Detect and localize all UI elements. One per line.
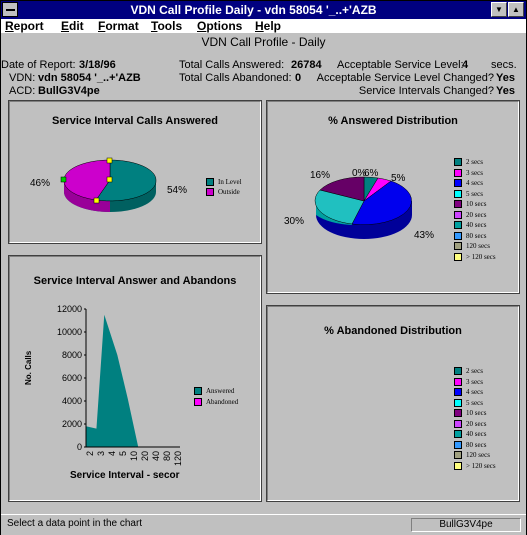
- menu-format[interactable]: Format: [98, 19, 139, 33]
- acd-label: ACD:: [9, 85, 36, 97]
- chart-title: % Abandoned Distribution: [324, 325, 462, 337]
- legend-item[interactable]: 20 secs: [454, 420, 486, 428]
- legend-item[interactable]: 80 secs: [454, 441, 486, 449]
- legend-item[interactable]: 40 secs: [454, 221, 486, 229]
- legend-in-level[interactable]: In Level: [206, 178, 242, 186]
- asl-label: Acceptable Service Level:: [337, 59, 464, 71]
- data-label-3-secs: 5%: [391, 173, 406, 184]
- total-abandoned-label: Total Calls Abandoned:: [179, 72, 292, 84]
- status-acd: BullG3V4pe: [411, 518, 521, 532]
- maximize-button[interactable]: ▲: [508, 2, 524, 17]
- data-label-4-secs: 43%: [414, 230, 435, 241]
- answered-distribution-panel[interactable]: [267, 101, 519, 293]
- asl-value: 4: [462, 59, 469, 71]
- date-label: Date of Report:: [1, 59, 76, 71]
- chart-title: Service Interval Calls Answered: [52, 115, 218, 127]
- x-tick-label: 20: [140, 451, 150, 462]
- acd-value: BullG3V4pe: [38, 85, 100, 97]
- window-title: VDN Call Profile Daily - vdn 58054 '_..+'AZB: [130, 3, 377, 17]
- legend-item[interactable]: 20 secs: [454, 211, 486, 219]
- selection-handle[interactable]: [107, 177, 112, 182]
- calls-answered-pie[interactable]: [10, 102, 262, 244]
- y-tick-label: 12000: [56, 304, 82, 314]
- data-label-5-secs: 30%: [284, 216, 305, 227]
- legend-item[interactable]: 40 secs: [454, 430, 486, 438]
- chart-title: Service Interval Answer and Abandons: [33, 275, 237, 287]
- x-tick-label: 80: [162, 451, 172, 462]
- asl-unit: secs.: [491, 59, 517, 71]
- system-menu-icon[interactable]: [2, 2, 18, 17]
- asl-changed-value: Yes: [496, 72, 515, 84]
- y-tick-label: 4000: [61, 396, 82, 406]
- abandoned-distribution-panel[interactable]: [267, 306, 519, 501]
- legend-item[interactable]: 4 secs: [454, 388, 483, 396]
- minimize-button[interactable]: ▼: [491, 2, 507, 17]
- legend-item[interactable]: > 120 secs: [454, 462, 496, 470]
- total-answered-value: 26784: [291, 59, 322, 71]
- legend-item[interactable]: 2 secs: [454, 367, 483, 375]
- x-tick-label: 2: [85, 451, 95, 457]
- legend-item[interactable]: 3 secs: [454, 169, 483, 177]
- status-message: Select a data point in the chart: [7, 518, 143, 529]
- title-bar[interactable]: [1, 1, 526, 19]
- selection-handle[interactable]: [107, 158, 112, 163]
- asl-changed-label: Acceptable Service Level Changed?: [316, 72, 494, 84]
- legend-item[interactable]: 5 secs: [454, 190, 483, 198]
- x-tick-label: 40: [151, 451, 161, 462]
- menu-options[interactable]: Options: [197, 19, 243, 33]
- y-tick-label: 8000: [61, 350, 82, 360]
- legend-item[interactable]: 10 secs: [454, 200, 486, 208]
- legend-item[interactable]: 120 secs: [454, 242, 490, 250]
- legend-abandoned[interactable]: Abandoned: [194, 398, 238, 406]
- legend-outside[interactable]: Outside: [206, 188, 240, 196]
- y-tick-label: 0: [76, 442, 82, 452]
- total-abandoned-value: 0: [295, 72, 302, 84]
- legend-item[interactable]: 2 secs: [454, 158, 483, 166]
- calls-answered-panel[interactable]: [9, 101, 261, 243]
- data-label-outside: 46%: [30, 178, 51, 189]
- intervals-changed-value: Yes: [496, 85, 515, 97]
- y-axis-label: No. Calls: [24, 350, 33, 385]
- y-tick-label: 10000: [56, 327, 82, 337]
- answered-distribution-pie[interactable]: [268, 102, 520, 294]
- data-label-10-secs: 16%: [310, 170, 331, 181]
- legend-item[interactable]: 5 secs: [454, 399, 483, 407]
- legend-answered[interactable]: Answered: [194, 387, 234, 395]
- data-label-2-secs: 6%: [364, 168, 379, 179]
- legend-item[interactable]: > 120 secs: [454, 253, 496, 261]
- x-tick-label: 10: [129, 451, 139, 462]
- date-value: 3/18/96: [79, 59, 116, 71]
- x-tick-label: 3: [96, 451, 106, 457]
- legend-item[interactable]: 3 secs: [454, 378, 483, 386]
- legend-item[interactable]: 10 secs: [454, 409, 486, 417]
- answer-abandons-area-chart[interactable]: [10, 257, 262, 502]
- menu-help[interactable]: Help: [255, 19, 282, 33]
- report-heading: VDN Call Profile - Daily: [201, 35, 326, 49]
- legend-item[interactable]: 80 secs: [454, 232, 486, 240]
- y-tick-label: 2000: [61, 419, 82, 429]
- x-axis-label: Service Interval - secor: [70, 470, 180, 481]
- answer-abandons-panel[interactable]: [9, 256, 261, 501]
- menu-tools[interactable]: Tools: [151, 19, 183, 33]
- x-tick-label: 120: [173, 451, 183, 467]
- chart-title: % Answered Distribution: [328, 115, 458, 127]
- y-tick-label: 6000: [61, 373, 82, 383]
- selection-handle[interactable]: [61, 177, 66, 182]
- total-answered-label: Total Calls Answered:: [179, 59, 285, 71]
- data-label-0: 0%: [352, 168, 367, 179]
- answered-area[interactable]: [86, 315, 180, 447]
- x-tick-label: 5: [118, 451, 128, 457]
- menu-edit[interactable]: Edit: [61, 19, 84, 33]
- status-bar: [1, 514, 526, 535]
- menu-bar: [1, 19, 526, 33]
- menu-report[interactable]: Report: [5, 19, 44, 33]
- data-label-in-level: 54%: [167, 185, 188, 196]
- intervals-changed-label: Service Intervals Changed?: [358, 85, 494, 97]
- vdn-label: VDN:: [9, 72, 36, 84]
- legend-item[interactable]: 120 secs: [454, 451, 490, 459]
- legend-item[interactable]: 4 secs: [454, 179, 483, 187]
- x-tick-label: 4: [107, 451, 117, 457]
- vdn-value: vdn 58054 '_..+'AZB: [38, 72, 141, 84]
- selection-handle[interactable]: [94, 198, 99, 203]
